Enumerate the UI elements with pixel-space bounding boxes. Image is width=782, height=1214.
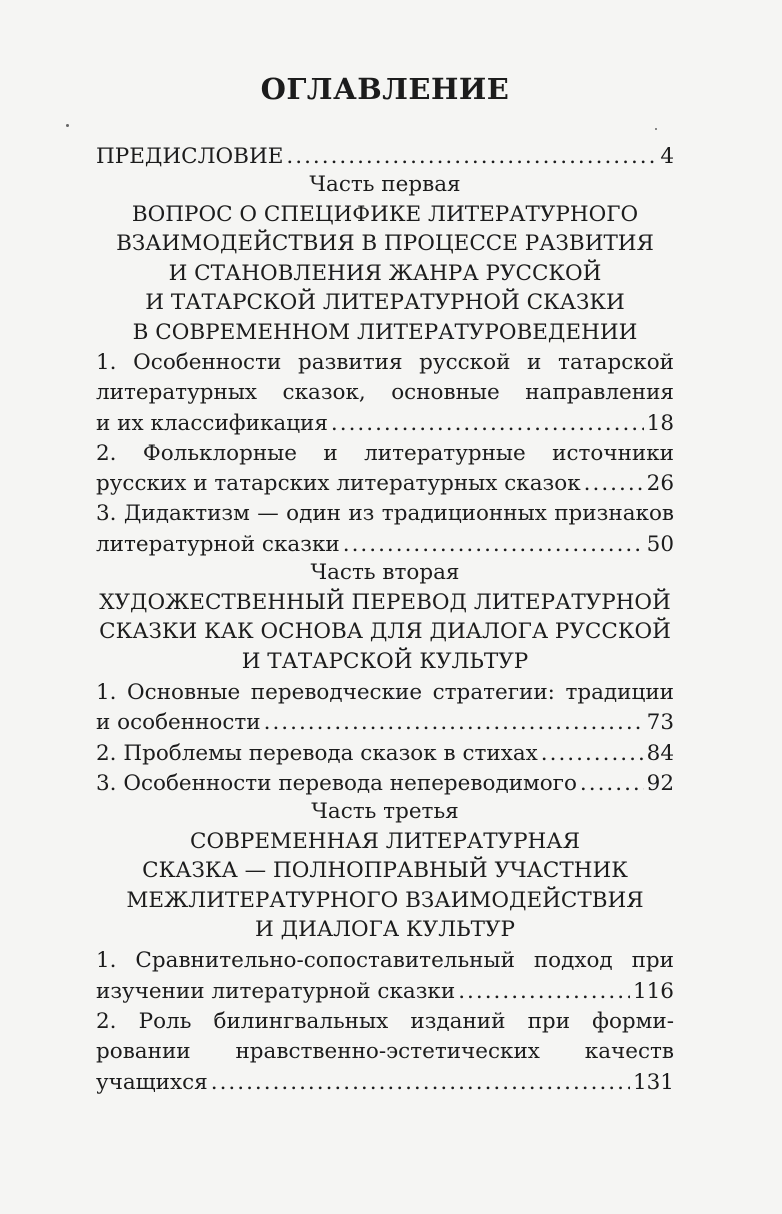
toc-entry-label: изучении литературной сказки [96, 979, 456, 1004]
toc-entry-page: 26 [646, 471, 674, 496]
part-label: Часть первая [309, 172, 461, 197]
toc-entry[interactable] [96, 737, 674, 771]
toc-entry-label: 3. Особенности перевода непереводимого [96, 771, 577, 796]
toc-entry-label: и их классификация [96, 411, 328, 436]
toc-entry-page: 50 [646, 532, 674, 557]
toc-entry-label: 2. Проблемы перевода сказок в стихах [96, 741, 538, 766]
toc-entry-page: 116 [632, 979, 674, 1004]
part-heading-line: И ТАТАРСКОЙ КУЛЬТУР [241, 649, 529, 674]
toc-entry-page: 92 [646, 771, 674, 796]
part-heading-line: И ТАТАРСКОЙ ЛИТЕРАТУРНОЙ СКАЗКИ [145, 290, 625, 315]
part-heading-line: В СОВРЕМЕННОМ ЛИТЕРАТУРОВЕДЕНИИ [132, 320, 638, 345]
toc-entry[interactable] [96, 975, 674, 1009]
print-speck [655, 128, 657, 130]
toc-entry-text-line: 2. Фольклорные и литературные источники [96, 441, 674, 466]
dot-leader [331, 407, 644, 441]
dot-leader [211, 1066, 630, 1100]
part-heading-line: СОВРЕМЕННАЯ ЛИТЕРАТУРНАЯ [190, 829, 580, 854]
toc-entry[interactable] [96, 1066, 674, 1100]
toc-entry-label: учащихся [96, 1070, 208, 1095]
toc-entry-page: 131 [632, 1070, 674, 1095]
toc-entry-text-line: ровании нравственно-эстетических качеств [96, 1039, 674, 1064]
toc-entry[interactable] [96, 407, 674, 441]
part-heading-line: ВЗАИМОДЕЙСТВИЯ В ПРОЦЕССЕ РАЗВИТИЯ [116, 231, 654, 256]
toc-entry-label: литературной сказки [96, 532, 340, 557]
dot-leader [458, 975, 630, 1009]
toc-entry-label: и особенности [96, 710, 261, 735]
toc-entry-page: 84 [646, 741, 674, 766]
toc-entry-text-line: 3. Дидактизм — один из традиционных признаков [96, 501, 674, 526]
part-heading-line: ХУДОЖЕСТВЕННЫЙ ПЕРЕВОД ЛИТЕРАТУРНОЙ [99, 590, 671, 615]
part-heading-line: СКАЗКА — ПОЛНОПРАВНЫЙ УЧАСТНИК [142, 858, 628, 883]
dot-leader [584, 467, 644, 501]
toc-entry-text-line: 2. Роль билингвальных изданий при форми- [96, 1009, 674, 1034]
toc-entry[interactable] [96, 706, 674, 740]
part-heading-line: ВОПРОС О СПЕЦИФИКЕ ЛИТЕРАТУРНОГО [131, 202, 639, 227]
part-heading-line: И СТАНОВЛЕНИЯ ЖАНРА РУССКОЙ [168, 261, 602, 286]
toc-entry-page: 18 [646, 411, 674, 436]
dot-leader [264, 706, 644, 740]
toc-entry-label: ПРЕДИСЛОВИЕ [96, 144, 284, 169]
toc-entry-text-line: 1. Основные переводческие стратегии: традиции [96, 680, 674, 705]
print-speck [66, 124, 69, 127]
toc-entry-text-line: 1. Особенности развития русской и татарской [96, 350, 674, 375]
toc-entry-page: 4 [660, 144, 674, 169]
toc-entry-text-line: литературных сказок, основные направления [96, 380, 674, 405]
toc-entry-label: русских и татарских литературных сказок [96, 471, 581, 496]
dot-leader [541, 737, 644, 771]
part-label: Часть третья [311, 799, 459, 824]
part-label: Часть вторая [310, 560, 460, 585]
toc-entry-page: 73 [646, 710, 674, 735]
part-heading-line: МЕЖЛИТЕРАТУРНОГО ВЗАИМОДЕЙСТВИЯ [126, 888, 644, 913]
toc-entry[interactable] [96, 467, 674, 501]
toc-entry-text-line: 1. Сравнительно-сопоставительный подход при [96, 948, 674, 973]
page-title: ОГЛАВЛЕНИЕ [260, 72, 510, 106]
part-heading-line: СКАЗКИ КАК ОСНОВА ДЛЯ ДИАЛОГА РУССКОЙ [99, 619, 671, 644]
part-heading-line: И ДИАЛОГА КУЛЬТУР [255, 917, 515, 942]
